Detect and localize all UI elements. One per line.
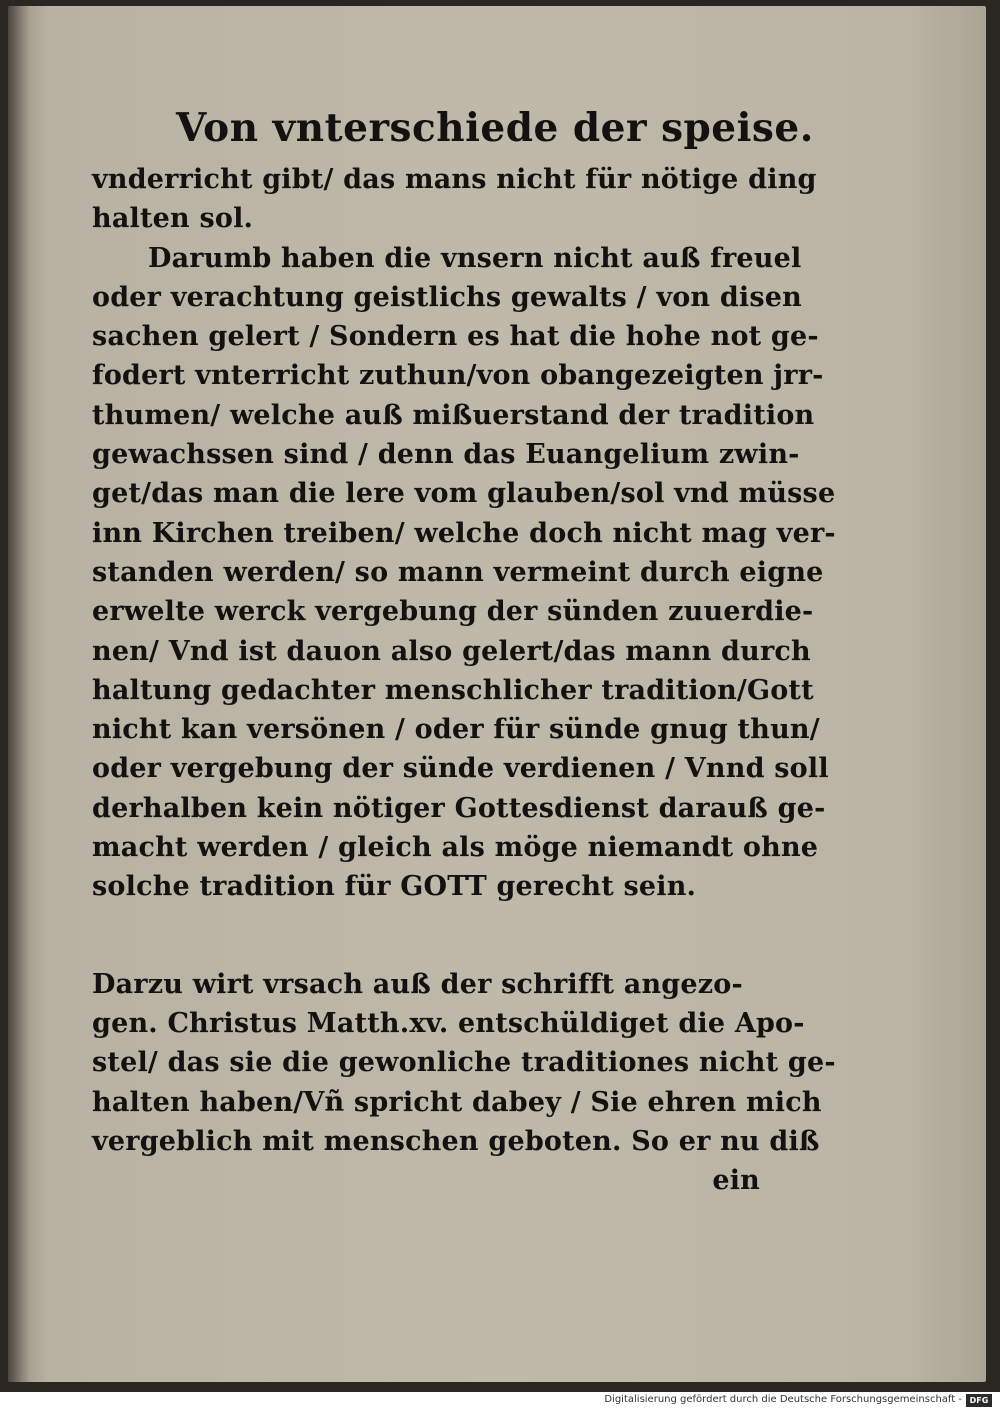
text-block bbox=[92, 100, 836, 1200]
text-line: vnderricht gibt/ das mans nicht für nötige ding bbox=[92, 164, 817, 195]
text-line: halten sol. bbox=[92, 203, 254, 235]
funding-credit: Digitalisierung gefördert durch die Deutsche Forschungsgemeinschaft - bbox=[604, 1394, 962, 1405]
text-line: erwelte werck vergebung der sünden zuuerdie- bbox=[92, 596, 814, 628]
text-line: derhalben kein nötiger Gottesdienst darauß ge- bbox=[92, 792, 826, 824]
text-line: Darzu wirt vrsach auß der schrifft angezo- bbox=[92, 968, 743, 1000]
dfg-logo: DFG bbox=[966, 1394, 992, 1407]
paragraph-2 bbox=[92, 239, 836, 907]
text-line: get/das man die lere vom glauben/sol vnd müsse bbox=[92, 478, 836, 510]
text-line: nen/ Vnd ist dauon also gelert/das mann durch bbox=[92, 635, 811, 667]
text-line: Darumb haben die vnsern nicht auß freuel bbox=[148, 242, 802, 274]
text-line: macht werden / gleich als möge niemandt ohne bbox=[92, 832, 819, 864]
paragraph-3 bbox=[92, 965, 836, 1201]
paragraph-gap bbox=[92, 907, 772, 965]
text-line: standen werden/ so mann vermeint durch eigne bbox=[92, 556, 824, 588]
running-head: Von vnterschiede der speise. bbox=[176, 105, 814, 151]
footer-bar bbox=[0, 1392, 1000, 1410]
text-line: halten haben/Vñ spricht dabey / Sie ehren mich bbox=[92, 1086, 822, 1118]
text-line: vergeblich mit menschen geboten. So er nu diß bbox=[92, 1125, 820, 1157]
text-line: sachen gelert / Sondern es hat die hohe not ge- bbox=[92, 321, 819, 353]
text-line: oder verachtung geistlichs gewalts / von disen bbox=[92, 281, 802, 313]
text-line: oder vergebung der sünde verdienen / Vnnd soll bbox=[92, 753, 829, 785]
paragraph-1 bbox=[92, 160, 817, 239]
text-line: nicht kan versönen / oder für sünde gnug thun/ bbox=[92, 714, 820, 746]
text-line: fodert vnterricht zuthun/von obangezeigten jrr- bbox=[92, 360, 824, 392]
text-line: gen. Christus Matth.xv. entschüldiget die Apo- bbox=[92, 1007, 805, 1039]
text-line: thumen/ welche auß mißuerstand der tradition bbox=[92, 399, 815, 431]
text-line: haltung gedachter menschlicher tradition/Gott bbox=[92, 674, 814, 706]
text-line: stel/ das sie die gewonliche traditiones nicht ge- bbox=[92, 1047, 836, 1079]
text-line: solche tradition für GOTT gerecht sein. bbox=[92, 871, 697, 903]
text-line: inn Kirchen treiben/ welche doch nicht mag ver- bbox=[92, 517, 836, 549]
text-line: gewachssen sind / denn das Euangelium zwin- bbox=[92, 439, 800, 471]
catchword: ein bbox=[712, 1165, 760, 1197]
binding-shadow bbox=[8, 6, 30, 1382]
